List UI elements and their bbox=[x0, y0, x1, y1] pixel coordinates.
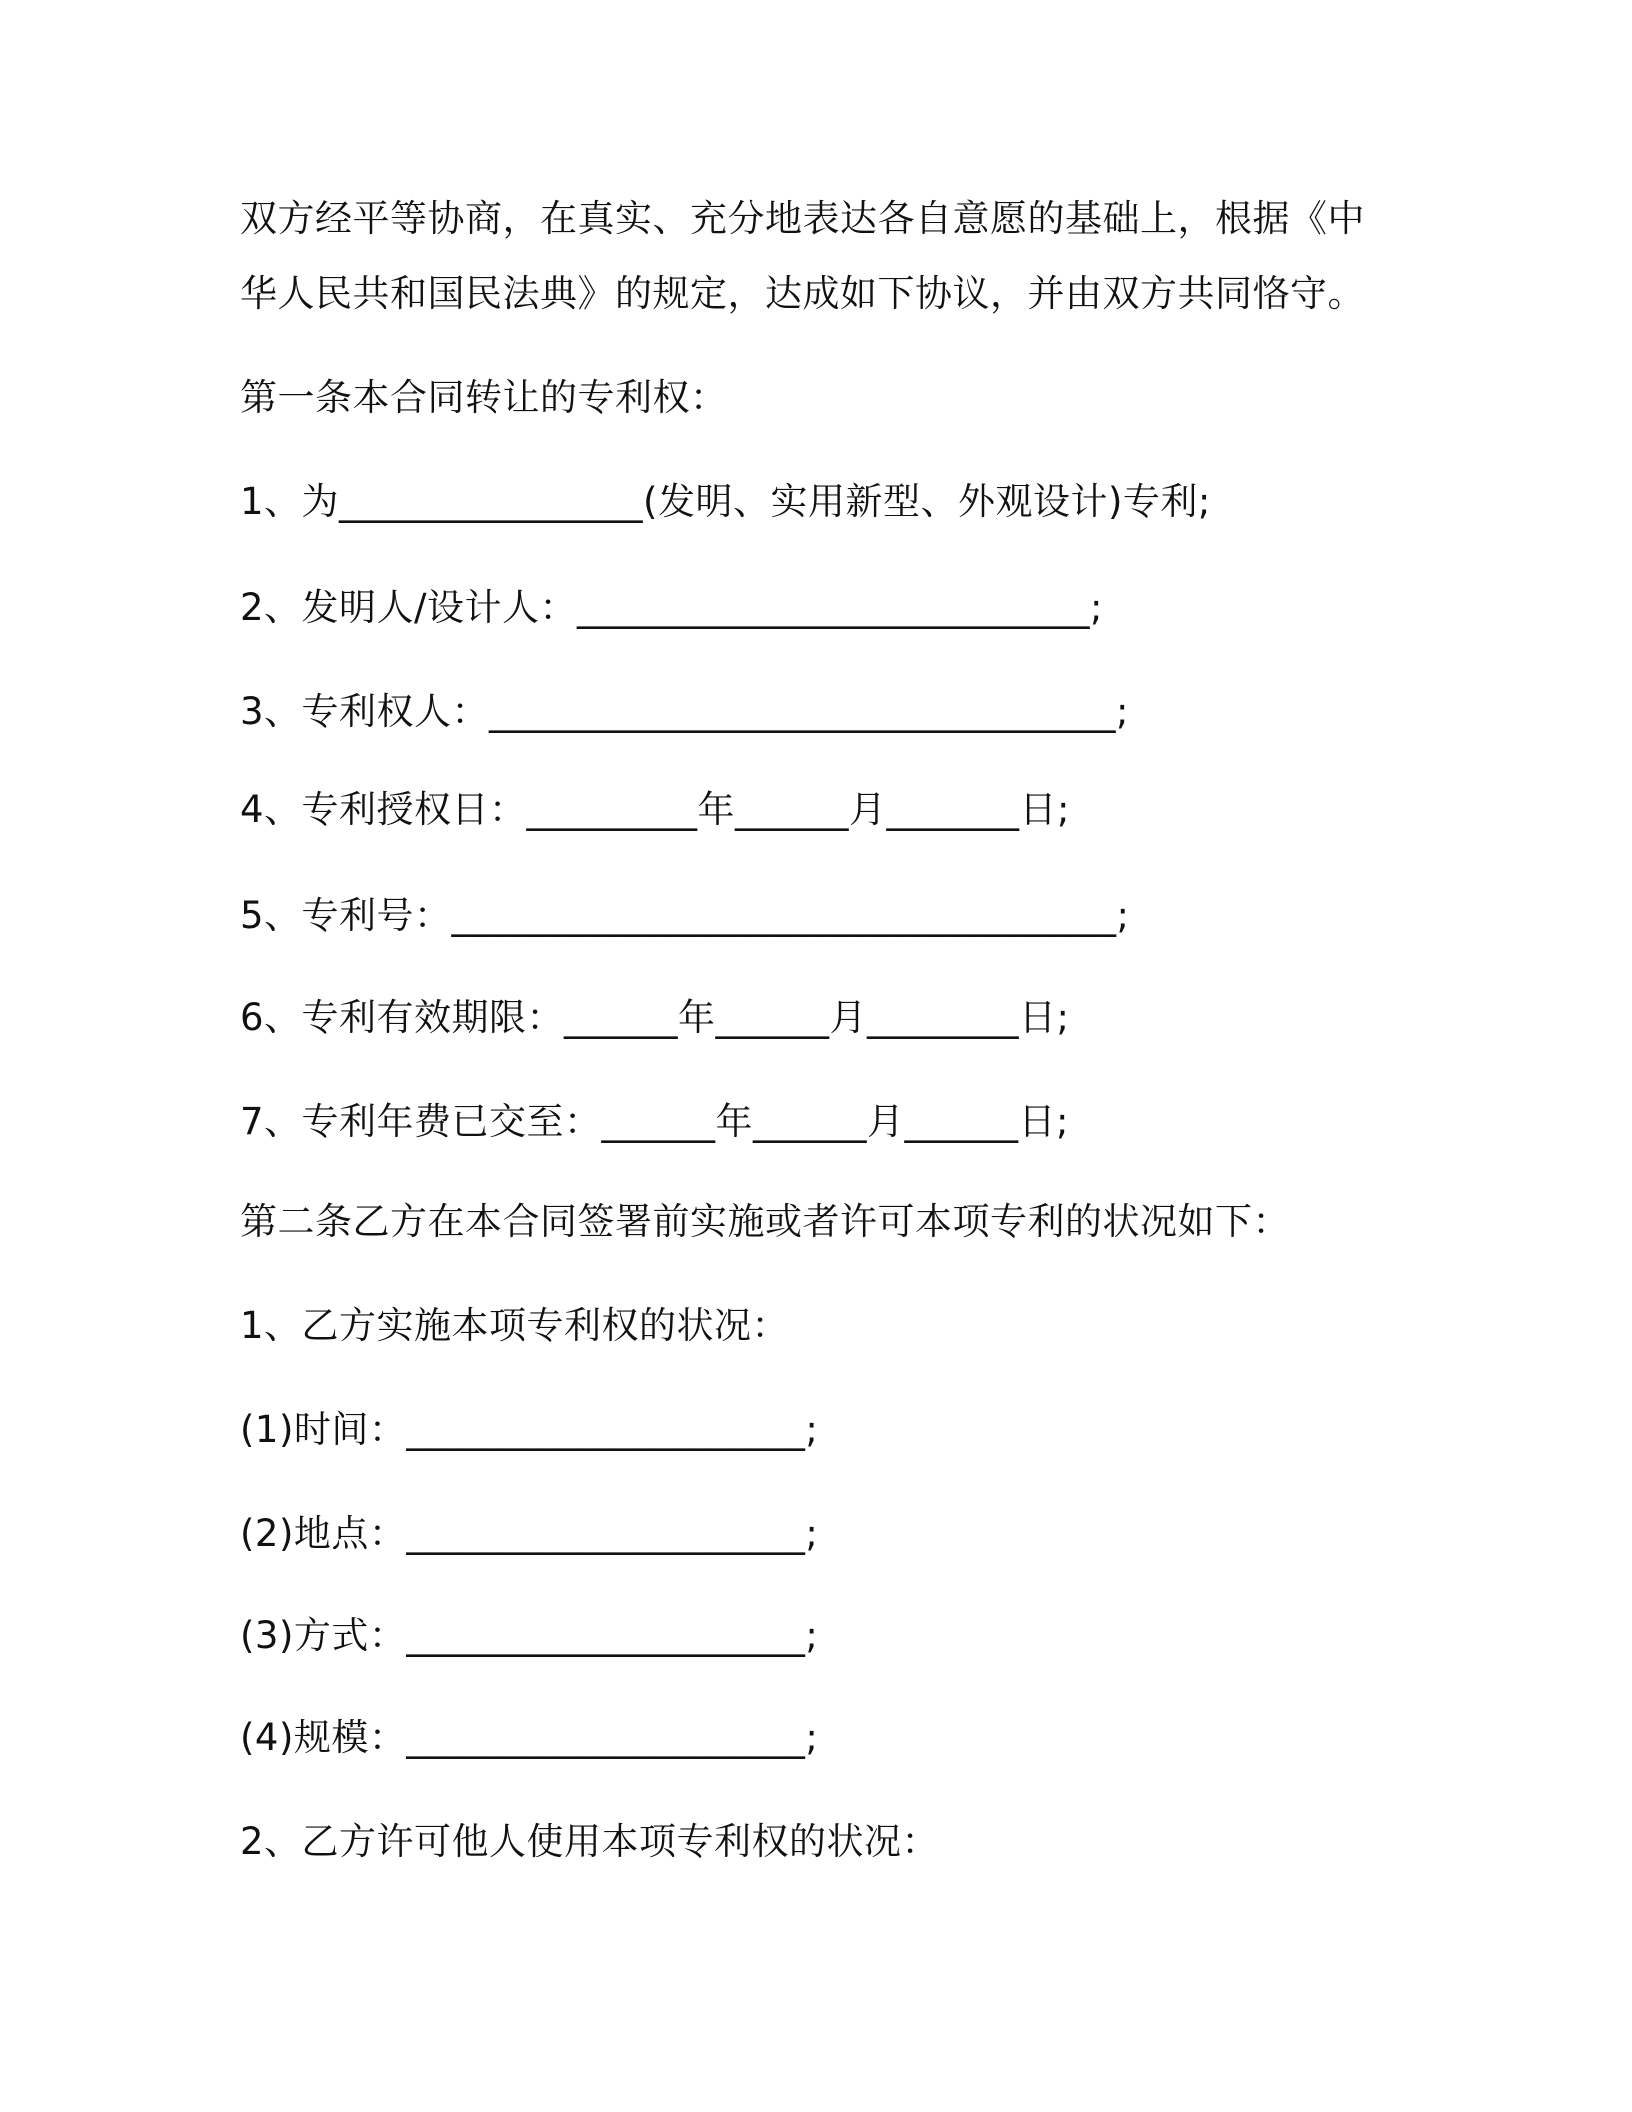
intro-line-2: 华人民共和国民法典》的规定，达成如下协议，并由双方共同恪守。 bbox=[240, 272, 1365, 315]
article2-sub2-heading: 2、乙方许可他人使用本项专利权的状况： bbox=[240, 1820, 940, 1863]
article1-item-6: 6、专利有效期限：______年______月________日; bbox=[240, 996, 1070, 1039]
article1-item-2: 2、发明人/设计人：___________________________; bbox=[240, 586, 1103, 629]
intro-line-1: 双方经平等协商，在真实、充分地表达各自意愿的基础上，根据《中 bbox=[240, 197, 1365, 240]
article2-sub1-item-2: (2)地点：_____________________; bbox=[240, 1512, 819, 1555]
article2-sub1-heading: 1、乙方实施本项专利权的状况： bbox=[240, 1304, 790, 1347]
article2-heading: 第二条乙方在本合同签署前实施或者许可本项专利的状况如下： bbox=[240, 1200, 1290, 1243]
article2-sub1-item-4: (4)规模：_____________________; bbox=[240, 1716, 819, 1759]
article1-item-3: 3、专利权人：_________________________________; bbox=[240, 690, 1130, 733]
article2-sub1-item-1: (1)时间：_____________________; bbox=[240, 1408, 819, 1451]
article1-item-7: 7、专利年费已交至：______年______月______日; bbox=[240, 1100, 1070, 1143]
article1-heading: 第一条本合同转让的专利权： bbox=[240, 376, 728, 419]
article1-item-5: 5、专利号：___________________________________; bbox=[240, 894, 1130, 937]
article1-item-1: 1、为________________(发明、实用新型、外观设计)专利; bbox=[240, 480, 1211, 523]
article1-item-4: 4、专利授权日：_________年______月_______日; bbox=[240, 788, 1071, 831]
article2-sub1-item-3: (3)方式：_____________________; bbox=[240, 1614, 819, 1657]
